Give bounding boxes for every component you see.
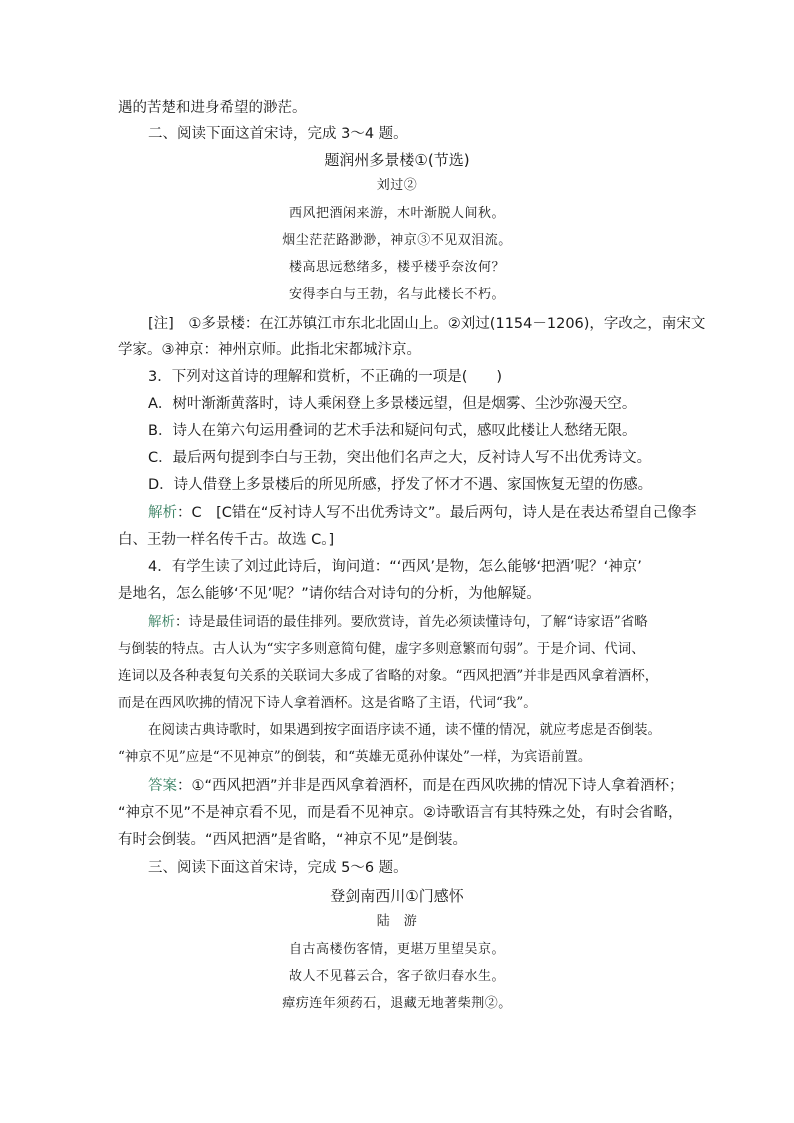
answer-line: “神京不见”不是神京看不见，而是看不见神京。②诗歌语言有其特殊之处，有时会省略，: [118, 805, 683, 821]
section-header: 三、阅读下面这首宋诗，完成 5～6 题。: [148, 860, 408, 876]
poem-line: 故人不见暮云合，客子欲归春水生。: [288, 969, 505, 984]
answer-text: ：①“西风把酒”并非是西风拿着酒杯，而是在西风吹拂的情况下诗人拿着酒杯；: [177, 778, 684, 794]
poem-line: 安得李白与王勃，名与此楼长不朽。: [288, 287, 505, 302]
poem-line: 楼高思远愁绪多，楼乎楼乎奈汝何？: [288, 260, 505, 275]
analysis-text: ：诗是最佳词语的最佳排列。要欣赏诗，首先必须读懂诗句，了解“诗家语”省略: [175, 614, 648, 630]
note-text: 学家。③神京：神州京师。此指北宋都城汴京。: [118, 342, 421, 358]
answer-line: 有时会倒装。“西风把酒”是省略，“神京不见”是倒装。: [118, 832, 468, 848]
analysis-label: 解析: [148, 505, 177, 521]
text-line: 遇的苦楚和进身希望的渺茫。: [118, 100, 307, 116]
poem-line: 瘴疠连年须药石，退藏无地著柴荆②。: [282, 996, 512, 1011]
option-c: C．最后两句提到李白与王勃，突出他们名声之大，反衬诗人写不出优秀诗文。: [148, 450, 652, 466]
analysis-line: [148, 503, 696, 523]
analysis-line: 而是在西风吹拂的情况下诗人拿着酒杯。这是省略了主语，代词“我”。: [118, 695, 537, 711]
poem-title: 登剑南西川①门感怀: [330, 887, 464, 905]
answer-label: 答案: [148, 778, 177, 794]
section-header: 二、阅读下面这首宋诗，完成 3～4 题。: [148, 126, 408, 142]
question-3: 3．下列对这首诗的理解和赏析，不正确的一项是( ): [148, 369, 503, 385]
option-b: B．诗人在第六句运用叠词的艺术手法和疑问句式，感叹此楼让人愁绪无限。: [148, 423, 637, 439]
analysis-label: 解析: [148, 614, 175, 630]
poem-author: 陆 游: [376, 914, 418, 929]
analysis-line: 白、王勃一样名传千古。故选 C。]: [118, 532, 335, 548]
note-text: [注] ①多景楼：在江苏镇江市东北北固山上。②刘过(1154－1206)，字改之，南宋文: [148, 316, 706, 332]
question-4: 是地名，怎么能够‘不见’呢？”请你结合对诗句的分析，为他解疑。: [118, 586, 541, 602]
option-a: A．树叶渐渐黄落时，诗人乘闲登上多景楼远望，但是烟雾、尘沙弥漫天空。: [148, 396, 637, 412]
analysis-line: 与倒装的特点。古人认为“实字多则意简句健，虚字多则意繁而句弱”。于是介词、代词、: [118, 641, 645, 657]
analysis-text: ：C [C错在“反衬诗人写不出优秀诗文”。最后两句，诗人是在表达希望自己像李: [177, 505, 697, 521]
analysis-line: 连词以及各种表复句关系的关联词大多成了省略的对象。“西风把酒”并非是西风拿着酒杯，: [118, 668, 659, 684]
poem-line: 自古高楼伤客情，更堪万里望吴京。: [288, 942, 505, 957]
option-d: D．诗人借登上多景楼后的所见所感，抒发了怀才不遇、家国恢复无望的伤感。: [148, 477, 653, 493]
question-4: 4．有学生读了刘过此诗后，询问道：“‘西风’是物，怎么能够‘把酒’呢？‘神京’: [148, 559, 642, 575]
poem-line: 西风把酒闲来游，木叶渐脱人间秋。: [288, 206, 505, 221]
analysis-line: “神京不见”应是“不见神京”的倒装，和“英雄无觅孙仲谋处”一样，为宾语前置。: [118, 749, 592, 765]
poem-line: 烟尘茫茫路渺渺，神京③不见双泪流。: [282, 233, 512, 248]
analysis-line: [148, 612, 648, 632]
answer-line: [148, 776, 684, 796]
poem-title: 题润州多景楼①(节选): [324, 151, 470, 169]
analysis-line: 在阅读古典诗歌时，如果遇到按字面语序读不通，读不懂的情况，就应考虑是否倒装。: [148, 722, 661, 738]
poem-author: 刘过②: [376, 178, 418, 193]
